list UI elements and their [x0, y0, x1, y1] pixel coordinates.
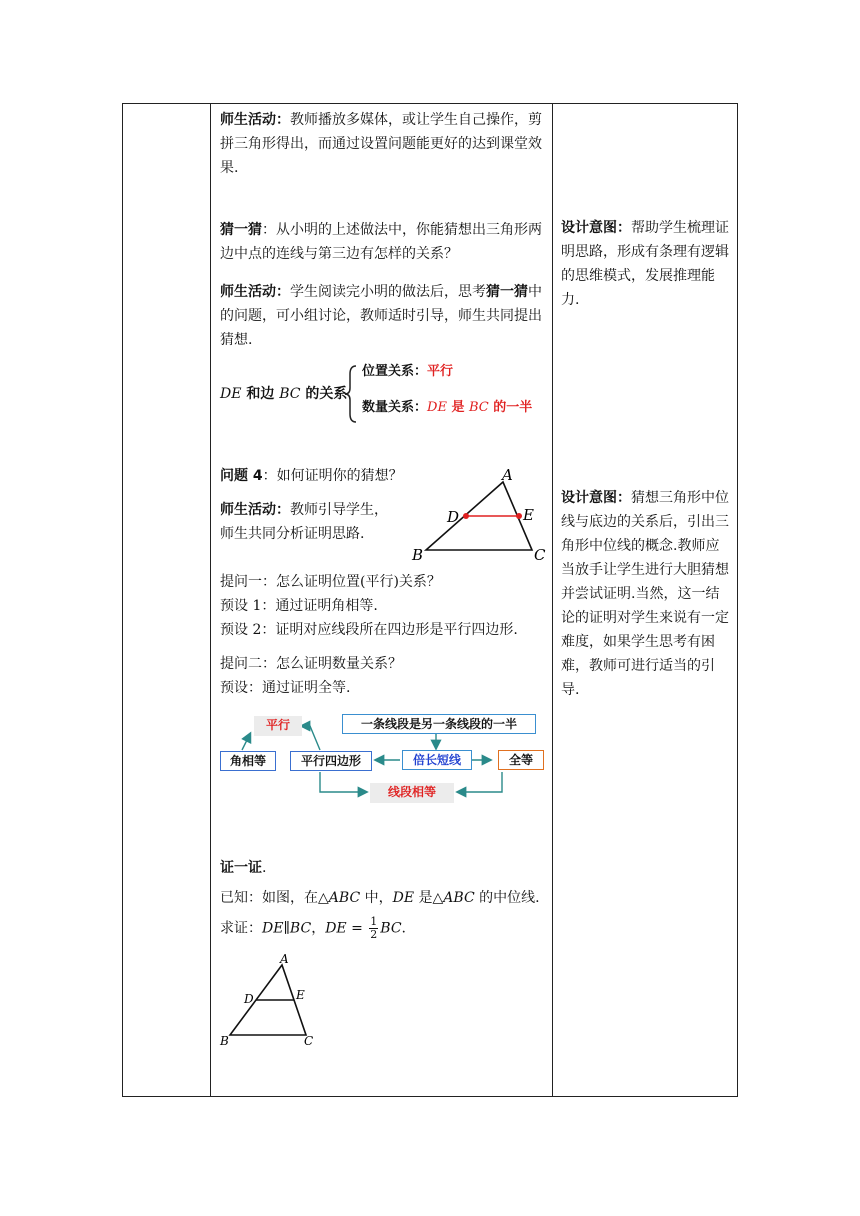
preset-2: 预设 2：证明对应线段所在四边形是平行四边形.	[220, 622, 518, 638]
flow-box-angle: 角相等	[220, 751, 276, 771]
flow-box-segment-eq: 线段相等	[370, 783, 454, 803]
flow-box-parallel: 平行	[254, 716, 302, 736]
vertex-c: C	[534, 546, 546, 564]
design-intent-1: 设计意图：帮助学生梳理证明思路，形成有条理有逻辑的思维模式，发展推理能力.	[561, 220, 729, 308]
position-relation: 位置关系：平行	[362, 364, 454, 379]
vertex-a: A	[502, 468, 513, 484]
activity-text-2: 师生共同分析证明思路.	[220, 526, 365, 542]
lesson-table	[122, 103, 738, 1097]
relation-diagram	[220, 362, 546, 426]
ask-1: 提问一：怎么证明位置(平行)关系？	[220, 574, 441, 590]
proof-heading: 证一证.	[220, 860, 267, 876]
fraction-half: $\frac{1}{2}$	[370, 915, 378, 941]
flow-box-double: 倍长短线	[402, 750, 472, 770]
flow-box-congruent: 全等	[498, 750, 544, 770]
flow-box-half: 一条线段是另一条线段的一半	[342, 714, 536, 734]
preset-1: 预设 1：通过证明角相等.	[220, 598, 378, 614]
vertex-b: B	[412, 546, 424, 564]
vertex-d-2: D	[244, 992, 254, 1006]
brace-icon	[344, 364, 358, 424]
activity-paragraph-1: 师生活动：教师播放多媒体，或让学生自己操作，剪拼三角形得出，而通过设置问题能更好的达到课堂效果.	[220, 112, 542, 176]
vertex-d: D	[447, 508, 460, 526]
given-line: 已知：如图，在△ABC 中，DE 是△ABC 的中位线.	[220, 890, 540, 906]
flow-box-parallelogram: 平行四边形	[290, 751, 372, 771]
vertex-e: E	[523, 506, 534, 524]
vertex-e-2: E	[296, 988, 305, 1002]
column-divider-1	[210, 104, 211, 1096]
vertex-b-2: B	[220, 1034, 229, 1048]
middle-column	[220, 108, 546, 1049]
design-intent-2: 设计意图：猜想三角形中位线与底边的关系后，引出三角形中位线的概念.教师应当放手让学生进行大胆猜想并尝试证明.当然，这一结论的证明对学生来说有一定难度，如果学生思考有困难，教师可进行适当的引导.	[561, 490, 729, 698]
ask-2: 提问二：怎么证明数量关系？	[220, 656, 402, 672]
activity-paragraph-3: 师生活动：教师引导学生，	[220, 502, 388, 518]
preset-3: 预设：通过证明全等.	[220, 680, 351, 696]
question-4: 问题 4：如何证明你的猜想？	[220, 468, 403, 484]
column-divider-2	[552, 104, 553, 1096]
prove-line: 求证：DE∥BC，DE = $\frac{1}{2}$ BC.	[220, 915, 406, 941]
triangle-diagram-1	[410, 468, 560, 568]
quantity-relation: 数量关系：DE 是 BC 的一半	[362, 400, 533, 415]
triangle-diagram-2	[216, 953, 326, 1049]
vertex-c-2: C	[304, 1034, 314, 1048]
activity-paragraph-2: 师生活动：学生阅读完小明的做法后，思考猜一猜中的问题，可小组讨论，教师适时引导，师生共同提出猜想.	[220, 284, 542, 348]
guess-paragraph: 猜一猜：从小明的上述做法中，你能猜想出三角形两边中点的连线与第三边有怎样的关系？	[220, 222, 542, 262]
vertex-a-2: A	[280, 953, 289, 966]
flow-diagram	[220, 712, 546, 812]
relation-subject: DE 和边 BC 的关系	[220, 386, 348, 402]
